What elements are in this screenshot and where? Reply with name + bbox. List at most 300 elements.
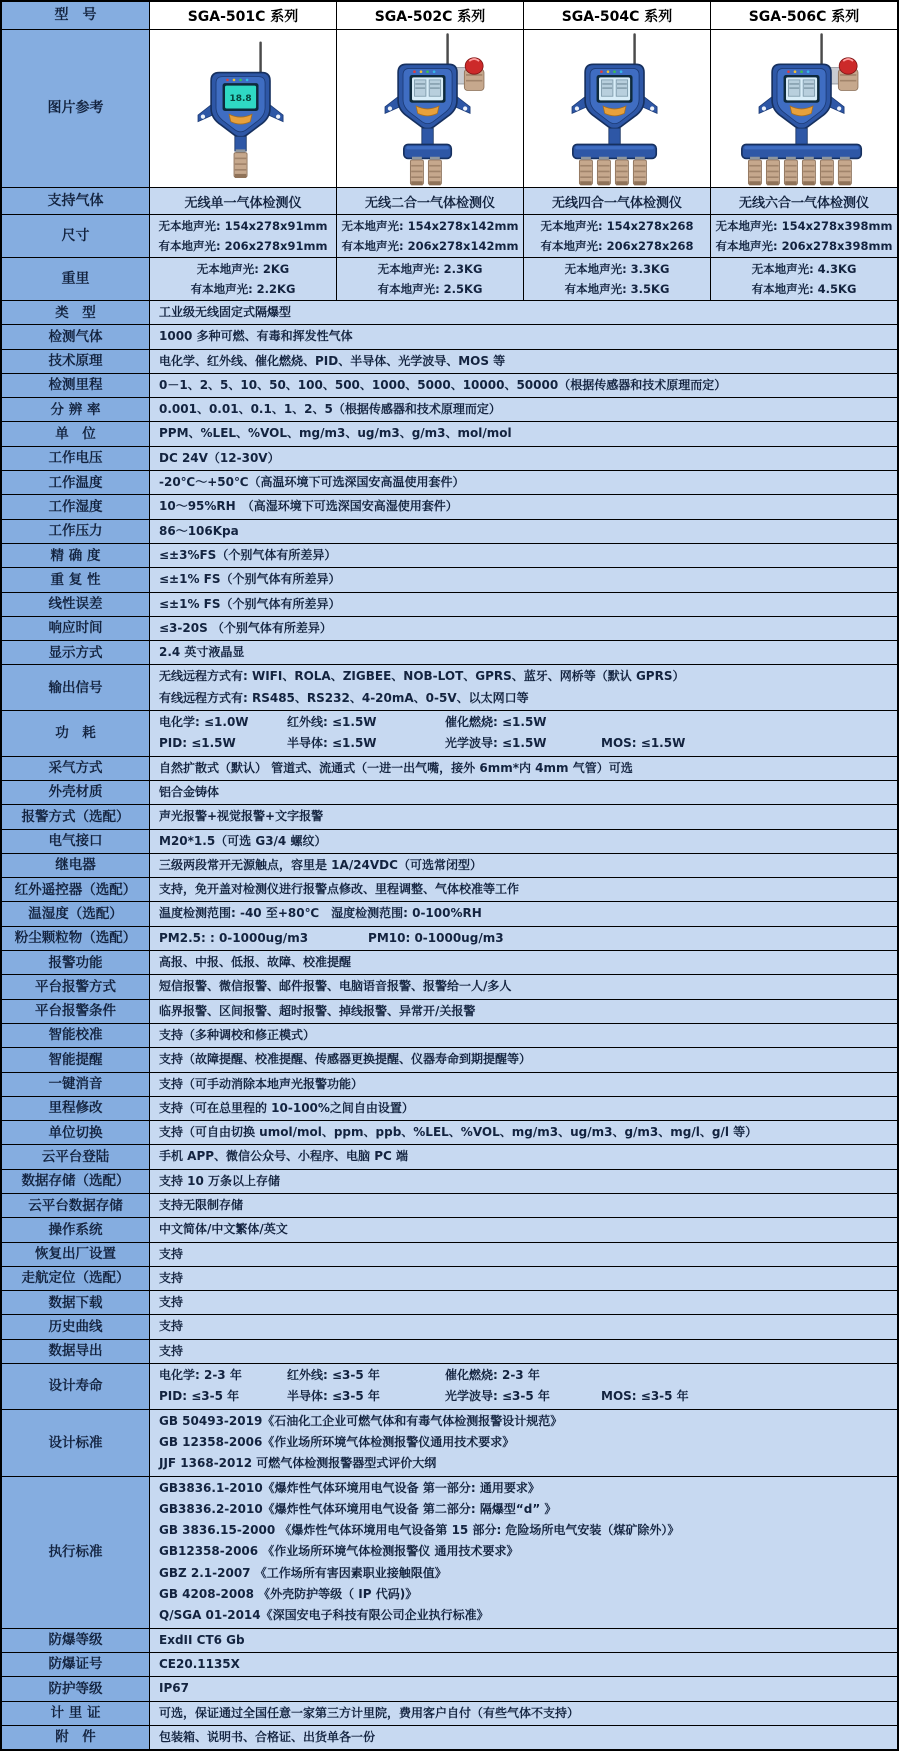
spec-row: [2, 1653, 897, 1677]
spec-row: [2, 1677, 897, 1701]
spec-row-label: 云平台数据存储: [2, 1194, 150, 1217]
spec-line: [159, 733, 891, 754]
spec-row: [2, 301, 897, 325]
spec-row: [2, 854, 897, 878]
spec-row: [2, 1410, 897, 1477]
sensor-probe-icon: [820, 157, 833, 186]
weight-line: 有本地声光: 3.5KG: [564, 282, 670, 296]
spec-row: [2, 1291, 897, 1315]
spec-row: [2, 878, 897, 902]
spec-row-label: 里程修改: [2, 1097, 150, 1120]
neck: [796, 128, 807, 146]
spec-row-value: [150, 1267, 897, 1290]
spec-line-segment: 红外线: ≤1.5W: [287, 715, 377, 730]
spec-row: [2, 1218, 897, 1242]
spec-line: DC 24V（12-30V）: [159, 450, 280, 465]
spec-line-segment: 半导体: ≤1.5W: [287, 736, 377, 751]
supported-gas-502c: 无线二合一气体检测仪: [337, 188, 524, 214]
spec-row-value: [150, 544, 897, 567]
size-line: 无本地声光: 154x278x142mm: [341, 219, 519, 233]
spec-line: 手机 APP、微信公众号、小程序、电脑 PC 端: [159, 1149, 409, 1164]
spec-row-value: [150, 1677, 897, 1700]
spec-row-value: [150, 878, 897, 901]
weight-501c: [150, 258, 337, 300]
spec-row: [2, 975, 897, 999]
spec-row: [2, 665, 897, 711]
spec-line: 包装箱、说明书、合格证、出货单各一份: [159, 1729, 376, 1744]
weight-row: [2, 258, 897, 301]
spec-line: 支持: [159, 1343, 184, 1358]
sensor-probe-icon: [410, 157, 423, 186]
spec-row: [2, 902, 897, 926]
weight-label: 重里: [2, 258, 150, 300]
spec-line: 0－1、2、5、10、50、100、500、1000、5000、10000、50000（根据传感器和技术原理而定）: [159, 377, 727, 392]
spec-row-label: 类 型: [2, 301, 150, 324]
spec-line: 温度检测范围: -40 至+80℃ 湿度检测范围: 0-100%RH: [159, 906, 482, 921]
spec-line: [159, 1386, 891, 1407]
spec-row-value: [150, 757, 897, 780]
spec-line: -20℃～+50℃（高温环境下可选深国安高温使用套件）: [159, 475, 465, 490]
spec-row-label: 工作温度: [2, 471, 150, 494]
spec-line: 10～95%RH （高湿环境下可选深国安高湿使用套件）: [159, 499, 458, 514]
spec-row: [2, 350, 897, 374]
spec-row-value: [150, 711, 897, 756]
spec-row-label: 显示方式: [2, 641, 150, 664]
spec-row: [2, 805, 897, 829]
sensor-probe-icon: [748, 157, 761, 186]
weight-line: 有本地声光: 4.5KG: [751, 282, 857, 296]
weight-line: 有本地声光: 2.2KG: [190, 282, 296, 296]
supported-gas-501c: 无线单一气体检测仪: [150, 188, 337, 214]
spec-row-value: [150, 398, 897, 421]
model-header-row: [2, 2, 897, 30]
size-line: 无本地声光: 154x278x268: [540, 219, 694, 233]
spec-line: GB 3836.15-2000 《爆炸性气体环境用电气设备第 15 部分: 危险场所电气安装（煤矿除外）》: [159, 1523, 680, 1538]
spec-row-label: 防爆等级: [2, 1629, 150, 1652]
spec-row-value: [150, 301, 897, 324]
spec-row-label: 采气方式: [2, 757, 150, 780]
spec-line-segment: 红外线: ≤3-5 年: [287, 1368, 380, 1383]
neck: [235, 136, 246, 151]
product-image-504c: [524, 30, 711, 187]
spec-row-label: 线性误差: [2, 593, 150, 616]
model-column-header-504c: SGA-504C 系列: [524, 2, 711, 29]
spec-line: 临界报警、区间报警、超时报警、掉线报警、异常开/关报警: [159, 1003, 476, 1018]
spec-row-label: 工作压力: [2, 520, 150, 543]
spec-row-label: 温湿度（选配）: [2, 902, 150, 925]
spec-row-value: [150, 1048, 897, 1071]
image-row-label: 图片参考: [2, 30, 150, 187]
spec-row-value: [150, 854, 897, 877]
model-column-header-501c: SGA-501C 系列: [150, 2, 337, 29]
spec-row-value: [150, 617, 897, 640]
spec-row: [2, 1726, 897, 1749]
spec-row-value: [150, 1121, 897, 1144]
spec-line: 有线远程方式有: RS485、RS232、4-20mA、0-5V、以太网口等: [159, 690, 529, 705]
spec-row-label: 工作电压: [2, 447, 150, 470]
spec-row: [2, 374, 897, 398]
spec-line: GB3836.1-2010《爆炸性气体环境用电气设备 第一部分: 通用要求》: [159, 1480, 540, 1495]
spec-row: [2, 1477, 897, 1629]
detector-screen: [784, 75, 820, 103]
spec-line: 短信报警、微信报警、邮件报警、电脑语音报警、报警给一人/多人: [159, 979, 512, 994]
spec-line: GB3836.2-2010《爆炸性气体环境用电气设备 第二部分: 隔爆型“d” 》: [159, 1501, 557, 1516]
spec-line: 支持（故障提醒、校准提醒、传感器更换提醒、仪器寿命到期提醒等）: [159, 1052, 532, 1067]
spec-row: [2, 568, 897, 592]
weight-504c: [524, 258, 711, 300]
spec-row-label: 走航定位（选配）: [2, 1267, 150, 1290]
weight-line: 无本地声光: 2KG: [196, 262, 290, 276]
gas-detector-illustration: [524, 30, 710, 187]
model-column-header-506c: SGA-506C 系列: [711, 2, 897, 29]
size-line: 有本地声光: 206x278x268: [540, 239, 694, 253]
spec-row-value: [150, 1702, 897, 1725]
spec-line: 铝合金铸体: [159, 784, 220, 799]
spec-row-value: [150, 1477, 897, 1628]
spec-row-value: [150, 1097, 897, 1120]
model-column-header-502c: SGA-502C 系列: [337, 2, 524, 29]
size-label: 尺寸: [2, 215, 150, 257]
spec-line: 高报、中报、低报、故障、校准提醒: [159, 955, 352, 970]
spec-row: [2, 927, 897, 951]
spec-line: IP67: [159, 1681, 189, 1696]
spec-row: [2, 951, 897, 975]
spec-row: [2, 1073, 897, 1097]
supported-gas-row: [2, 188, 897, 215]
weight-line: 有本地声光: 2.5KG: [377, 282, 483, 296]
spec-row-label: 报警功能: [2, 951, 150, 974]
spec-line: CE20.1135X: [159, 1656, 240, 1671]
spec-row-value: [150, 447, 897, 470]
spec-row-label: 继电器: [2, 854, 150, 877]
sensor-probe-icon: [615, 157, 628, 186]
spec-row-label: 技术原理: [2, 350, 150, 373]
sensor-probe-icon: [802, 157, 815, 186]
spec-line: 声光报警+视觉报警+文字报警: [159, 809, 324, 824]
spec-row: [2, 641, 897, 665]
spec-row-value: [150, 830, 897, 853]
spec-line: PM2.5: : 0-1000ug/m3 PM10: 0-1000ug/m3: [159, 930, 504, 945]
spec-row-label: 一键消音: [2, 1073, 150, 1096]
spec-row-label: 精 确 度: [2, 544, 150, 567]
size-line: 无本地声光: 154x278x398mm: [715, 219, 893, 233]
size-502c: [337, 215, 524, 257]
spec-line: 三级两段常开无源触点，容里是 1A/24VDC（可选常闭型）: [159, 857, 482, 872]
spec-line: 86～106Kpa: [159, 523, 239, 538]
supported-gas-label: 支持气体: [2, 188, 150, 214]
weight-506c: [711, 258, 897, 300]
size-506c: [711, 215, 897, 257]
gas-detector-illustration: [150, 30, 336, 187]
spec-row-label: 平台报警条件: [2, 1000, 150, 1023]
spec-line-segment: PID: ≤1.5W: [159, 736, 236, 751]
spec-row-value: [150, 1145, 897, 1168]
product-image-row: [2, 30, 897, 188]
spec-line: GB12358-2006 《作业场所环境气体检测报警仪 通用技术要求》: [159, 1544, 519, 1559]
spec-row: [2, 1364, 897, 1410]
weight-line: 无本地声光: 3.3KG: [564, 262, 670, 276]
spec-row-label: 防爆证号: [2, 1653, 150, 1676]
spec-row-value: [150, 1726, 897, 1749]
neck: [609, 128, 620, 146]
sensor-probe-icon: [234, 149, 247, 178]
spec-row: [2, 1243, 897, 1267]
spec-row-value: [150, 902, 897, 925]
spec-rows-container: [2, 301, 897, 1749]
spec-line: 支持: [159, 1319, 184, 1334]
spec-line: 0.001、0.01、0.1、1、2、5（根据传感器和技术原理而定）: [159, 402, 501, 417]
spec-row: [2, 1121, 897, 1145]
spec-row: [2, 830, 897, 854]
spec-row-value: [150, 1170, 897, 1193]
spec-line: 1000 多种可燃、有毒和挥发性气体: [159, 329, 353, 344]
spec-row-label: 数据导出: [2, 1340, 150, 1363]
spec-row-value: [150, 568, 897, 591]
spec-row: [2, 398, 897, 422]
spec-line: [159, 1365, 891, 1386]
spec-row: [2, 1000, 897, 1024]
spec-row-value: [150, 641, 897, 664]
spec-row: [2, 1702, 897, 1726]
size-line: 有本地声光: 206x278x398mm: [715, 239, 893, 253]
spec-row: [2, 593, 897, 617]
size-line: 无本地声光: 154x278x91mm: [158, 219, 328, 233]
spec-row-value: [150, 1653, 897, 1676]
spec-line: 支持: [159, 1295, 184, 1310]
spec-line: ≤3-20S （个别气体有所差异）: [159, 620, 332, 635]
spec-row-value: [150, 1410, 897, 1476]
spec-row-value: [150, 1073, 897, 1096]
spec-line: 支持 10 万条以上存储: [159, 1173, 281, 1188]
spec-row-label: 检测气体: [2, 325, 150, 348]
spec-row-value: [150, 325, 897, 348]
spec-line-segment: PID: ≤3-5 年: [159, 1389, 240, 1404]
supported-gas-506c: 无线六合一气体检测仪: [711, 188, 897, 214]
size-line: 有本地声光: 206x278x142mm: [341, 239, 519, 253]
spec-row: [2, 471, 897, 495]
spec-row-value: [150, 1629, 897, 1652]
spec-line-segment: 催化燃烧: 2-3 年: [445, 1368, 540, 1383]
spec-row-value: [150, 1218, 897, 1241]
spec-line-segment: 电化学: ≤1.0W: [159, 715, 249, 730]
spec-row: [2, 1024, 897, 1048]
spec-row-label: 单位切换: [2, 1121, 150, 1144]
spec-row-value: [150, 1291, 897, 1314]
sensor-probe-icon: [838, 157, 851, 186]
weight-line: 无本地声光: 4.3KG: [751, 262, 857, 276]
spec-line-segment: 光学波导: ≤3-5 年: [445, 1389, 550, 1404]
spec-row: [2, 325, 897, 349]
spec-line: ≤±1% FS（个别气体有所差异）: [159, 572, 341, 587]
spec-row-label: 设计寿命: [2, 1364, 150, 1409]
spec-row: [2, 1340, 897, 1364]
spec-row-label: 检测里程: [2, 374, 150, 397]
spec-row: [2, 711, 897, 757]
spec-line: 支持，免开盖对检测仪进行报警点修改、里程调整、气体校准等工作: [159, 882, 520, 897]
spec-row-value: [150, 665, 897, 710]
spec-row: [2, 781, 897, 805]
spec-row-label: 响应时间: [2, 617, 150, 640]
spec-line: 支持: [159, 1246, 184, 1261]
spec-row: [2, 544, 897, 568]
product-image-506c: [711, 30, 897, 187]
spec-line-segment: 电化学: 2-3 年: [159, 1368, 242, 1383]
spec-row-value: [150, 1024, 897, 1047]
spec-row-value: [150, 1364, 897, 1409]
spec-row: [2, 1194, 897, 1218]
detector-screen: [597, 75, 633, 103]
spec-row-value: [150, 951, 897, 974]
supported-gas-504c: 无线四合一气体检测仪: [524, 188, 711, 214]
spec-row-value: [150, 975, 897, 998]
detector-screen: [410, 75, 446, 103]
spec-row-value: [150, 927, 897, 950]
spec-line: GB 4208-2008 《外壳防护等级（ IP 代码)》: [159, 1587, 418, 1602]
spec-row-value: [150, 781, 897, 804]
spec-row-label: 历史曲线: [2, 1315, 150, 1338]
sensor-probe-icon: [766, 157, 779, 186]
spec-line: 工业级无线固定式隔爆型: [159, 305, 292, 319]
spec-line: 无线远程方式有: WIFI、ROLA、ZIGBEE、NOB-LOT、GPRS、蓝牙、网桥等（默认 GPRS）: [159, 669, 685, 684]
spec-row-label: 工作湿度: [2, 495, 150, 518]
spec-line: 支持（可自由切换 umol/mol、ppm、ppb、%LEL、%VOL、mg/m3、ug/m3、g/m3、mg/l、g/l 等）: [159, 1125, 758, 1140]
spec-row-label: 外壳材质: [2, 781, 150, 804]
spec-row-label: 操作系统: [2, 1218, 150, 1241]
sensor-probe-icon: [579, 157, 592, 186]
spec-row-label: 执行标准: [2, 1477, 150, 1628]
weight-502c: [337, 258, 524, 300]
spec-line: 支持: [159, 1270, 184, 1285]
alarm-beacon-icon: [829, 58, 858, 91]
spec-row-label: 计 里 证: [2, 1702, 150, 1725]
spec-line: PPM、%LEL、%VOL、mg/m3、ug/m3、g/m3、mol/mol: [159, 426, 512, 441]
spec-row-value: [150, 1194, 897, 1217]
product-image-502c: [337, 30, 524, 187]
spec-row-value: [150, 422, 897, 445]
size-501c: [150, 215, 337, 257]
spec-row: [2, 1048, 897, 1072]
spec-row-value: [150, 520, 897, 543]
weight-line: 无本地声光: 2.3KG: [377, 262, 483, 276]
spec-line: [159, 712, 891, 733]
spec-line-segment: MOS: ≤1.5W: [601, 736, 686, 751]
spec-line: ExdII CT6 Gb: [159, 1632, 245, 1647]
spec-row-label: 电气接口: [2, 830, 150, 853]
spec-row-label: 数据下载: [2, 1291, 150, 1314]
spec-line: 2.4 英寸液晶显: [159, 645, 245, 660]
sensor-probe-icon: [428, 157, 441, 186]
spec-row: [2, 447, 897, 471]
spec-row-value: [150, 350, 897, 373]
spec-row-label: 设计标准: [2, 1410, 150, 1476]
spec-row-label: 粉尘颗粒物（选配）: [2, 927, 150, 950]
spec-row-label: 输出信号: [2, 665, 150, 710]
spec-row-label: 分 辨 率: [2, 398, 150, 421]
spec-line-segment: 催化燃烧: ≤1.5W: [445, 715, 547, 730]
spec-line: M20*1.5（可选 G3/4 螺纹）: [159, 833, 327, 848]
spec-row-value: [150, 1243, 897, 1266]
spec-line: 支持无限制存储: [159, 1197, 244, 1212]
size-line: 有本地声光: 206x278x91mm: [158, 239, 328, 253]
gas-detector-illustration: [337, 30, 523, 187]
spec-row-label: 功 耗: [2, 711, 150, 756]
sensor-probe-icon: [633, 157, 646, 186]
spec-line: 支持（可手动消除本地声光报警功能）: [159, 1076, 364, 1091]
spec-row-value: [150, 1315, 897, 1338]
spec-line: 电化学、红外线、催化燃烧、PID、半导体、光学波导、MOS 等: [159, 353, 506, 368]
spec-row-value: [150, 1340, 897, 1363]
spec-row: [2, 520, 897, 544]
spec-row: [2, 1145, 897, 1169]
sensor-probe-icon: [597, 157, 610, 186]
spec-line: Q/SGA 01-2014《深国安电子科技有限公司企业执行标准》: [159, 1608, 489, 1623]
spec-row-value: [150, 1000, 897, 1023]
spec-row-label: 防护等级: [2, 1677, 150, 1700]
spec-row-label: 智能校准: [2, 1024, 150, 1047]
neck: [422, 128, 433, 146]
spec-row-label: 重 复 性: [2, 568, 150, 591]
spec-line-segment: MOS: ≤3-5 年: [601, 1389, 689, 1404]
spec-line: GB 12358-2006《作业场所环境气体检测报警仪通用技术要求》: [159, 1434, 515, 1449]
spec-row-label: 云平台登陆: [2, 1145, 150, 1168]
spec-row-label: 附 件: [2, 1726, 150, 1749]
spec-row: [2, 1170, 897, 1194]
spec-line: GBZ 2.1-2007 《工作场所有害因素职业接触限值》: [159, 1565, 447, 1580]
spec-line: GB 50493-2019《石油化工企业可燃气体和有毒气体检测报警设计规范》: [159, 1413, 563, 1428]
spec-row-label: 恢复出厂设置: [2, 1243, 150, 1266]
spec-row-label: 红外遥控器（选配）: [2, 878, 150, 901]
spec-line-segment: 半导体: ≤3-5 年: [287, 1389, 380, 1404]
spec-row: [2, 1267, 897, 1291]
product-image-501c: [150, 30, 337, 187]
spec-row-label: 平台报警方式: [2, 975, 150, 998]
spec-row: [2, 617, 897, 641]
gas-detector-illustration: [711, 30, 897, 187]
spec-row-value: [150, 495, 897, 518]
spec-line: ≤±1% FS（个别气体有所差异）: [159, 596, 341, 611]
spec-row-label: 单 位: [2, 422, 150, 445]
size-504c: [524, 215, 711, 257]
spec-row: [2, 1315, 897, 1339]
spec-line: 中文简体/中文繁体/英文: [159, 1222, 288, 1237]
svg-text:18.8: 18.8: [229, 94, 252, 105]
spec-line: 自然扩散式（默认） 管道式、流通式（一进一出气嘴，接外 6mm*内 4mm 气管）可选: [159, 760, 633, 775]
spec-line-segment: 光学波导: ≤1.5W: [445, 736, 547, 751]
alarm-beacon-icon: [455, 58, 484, 91]
model-header-label: 型 号: [2, 2, 150, 29]
spec-line: JJF 1368-2012 可燃气体检测报警器型式评价大纲: [159, 1456, 437, 1471]
spec-row: [2, 495, 897, 519]
spec-line: 可选，保证通过全国任意一家第三方计里院，费用客户自付（有些气体不支持）: [159, 1705, 580, 1720]
spec-row-value: [150, 374, 897, 397]
spec-row-value: [150, 593, 897, 616]
spec-row-value: [150, 805, 897, 828]
spec-row-label: 智能提醒: [2, 1048, 150, 1071]
spec-row-label: 数据存储（选配）: [2, 1170, 150, 1193]
spec-row: [2, 1097, 897, 1121]
spec-row: [2, 1629, 897, 1653]
spec-row-value: [150, 471, 897, 494]
spec-line: 支持（可在总里程的 10-100%之间自由设置）: [159, 1100, 414, 1115]
detector-screen: [223, 83, 259, 111]
sensor-probe-icon: [784, 157, 797, 186]
spec-row: [2, 422, 897, 446]
spec-line: ≤±3%FS（个别气体有所差异）: [159, 547, 337, 562]
spec-row: [2, 757, 897, 781]
spec-line: 支持（多种调校和修正模式）: [159, 1027, 316, 1042]
size-row: [2, 215, 897, 258]
spec-row-label: 报警方式（选配）: [2, 805, 150, 828]
